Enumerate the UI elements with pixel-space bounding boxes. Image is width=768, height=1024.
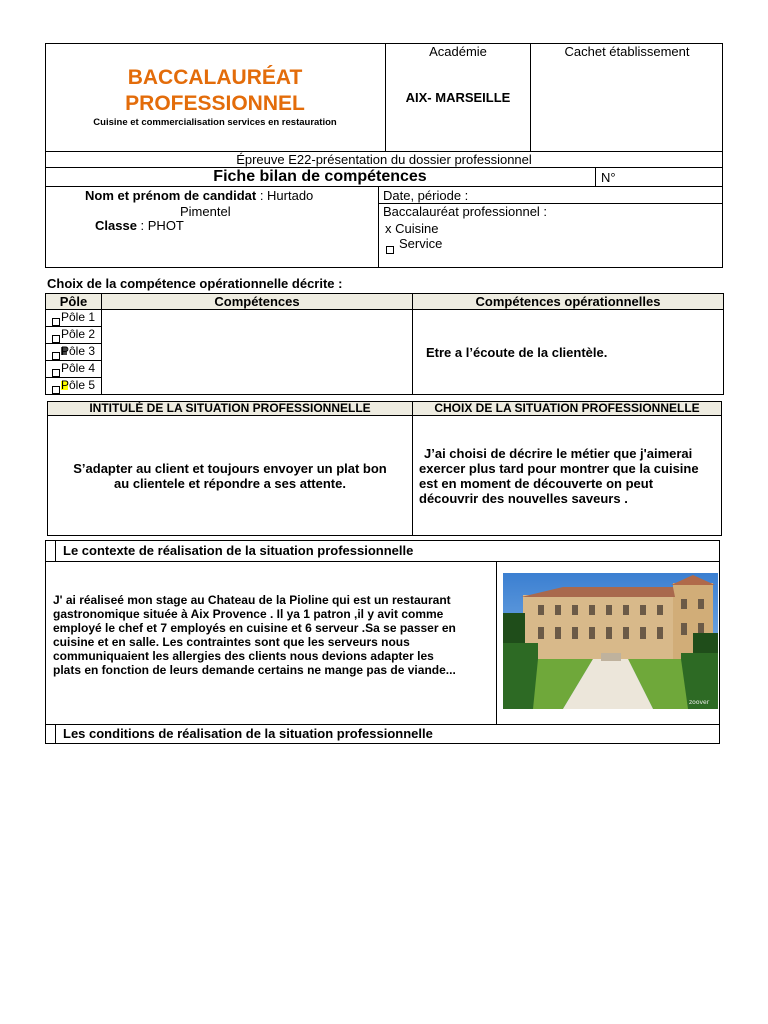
contexte-title: Le contexte de réalisation de la situation professionnelle	[63, 543, 414, 558]
option-cuisine-mark: x	[385, 221, 392, 236]
date-label: Date, période :	[383, 188, 469, 203]
contexte-line-6: plats en fonction de leurs demande certains ne mange pas de viande...	[53, 663, 456, 677]
choix-title: Choix de la compétence opérationnelle décrite :	[47, 276, 343, 291]
numero-label: N°	[601, 170, 616, 185]
intitule-header: INTITULÉ DE LA SITUATION PROFESSIONNELLE	[89, 401, 371, 415]
conditions-line	[45, 724, 720, 725]
cachet-label: Cachet établissement	[564, 44, 690, 59]
nom-label: Nom et prénom de candidat	[85, 188, 257, 203]
option-service-label: Service	[399, 236, 443, 251]
option-cuisine-label: Cuisine	[395, 221, 439, 236]
header-pole: Pôle	[59, 294, 88, 309]
choix-line-4: découvrir des nouvelles saveurs .	[419, 491, 628, 506]
situation-divider	[412, 401, 413, 536]
nom-value: : Hurtado	[256, 188, 314, 203]
contexte-line-3: employé le chef et 7 employés en cuisine et 6 serveur .Sa se passer en	[53, 621, 456, 635]
numero-divider	[595, 167, 596, 186]
pole4-label: Pôle 4	[61, 361, 96, 375]
nom-value-line2: Pimentel	[180, 204, 231, 219]
contexte-photo-divider	[496, 561, 497, 724]
candidate-divider	[378, 186, 379, 268]
candidate-name	[85, 188, 313, 203]
epreuve-label: Épreuve E22-présentation du dossier professionnel	[236, 152, 532, 167]
pole4-checkbox[interactable]	[52, 369, 60, 377]
chateau-photo	[503, 573, 718, 709]
photo-caption: zoover	[689, 699, 710, 706]
header-competences-op: Compétences opérationnelles	[475, 294, 661, 309]
bac-label: Baccalauréat professionnel :	[383, 204, 548, 219]
contexte-line-4: cuisine et en salle. Les contraintes sont que les serveurs nous	[53, 635, 410, 649]
header-row-line-3	[45, 186, 723, 187]
option-service-checkbox[interactable]	[386, 246, 394, 254]
classe-row	[95, 218, 184, 233]
pole5-checkbox[interactable]	[52, 386, 60, 394]
intitule-line-2: au clientele et répondre a ses attente.	[114, 476, 346, 491]
choix-line-3: est en moment de découverte on peut	[419, 476, 654, 491]
pole5-label: Pôle 5	[61, 378, 96, 392]
contexte-left-bar	[55, 540, 56, 561]
header-competences: Compétences	[214, 294, 300, 309]
competence-op-value: Etre a l’écoute de la clientèle.	[426, 345, 608, 360]
pole3-label: Pôle 3	[61, 344, 96, 358]
header-divider-2	[530, 43, 531, 151]
classe-label: Classe	[95, 218, 137, 233]
chateau-illustration	[503, 573, 718, 709]
academie-label: Académie	[429, 44, 487, 59]
title-line2: PROFESSIONNEL	[125, 92, 305, 115]
title-line1: BACCALAURÉAT	[127, 66, 303, 89]
intitule-line-1: S’adapter au client et toujours envoyer un plat bon	[73, 461, 387, 476]
contexte-line-1: J' ai réaliseé mon stage au Chateau de la Pioline qui est un restaurant	[53, 593, 451, 607]
pole1-label: Pôle 1	[61, 310, 96, 324]
choix-line-1: J’ai choisi de décrire le métier que j'aimerai	[424, 446, 693, 461]
choix-line-2: exercer plus tard pour montrer que la cuisine	[419, 461, 699, 476]
competence-header-line	[45, 309, 724, 310]
conditions-title: Les conditions de réalisation de la situation professionnelle	[63, 726, 433, 741]
pole1-checkbox[interactable]	[52, 318, 60, 326]
classe-value: : PHOT	[136, 218, 184, 233]
subtitle: Cuisine et commercialisation services en restauration	[93, 117, 337, 128]
pole3-checkbox[interactable]	[52, 352, 60, 360]
pole2-checkbox[interactable]	[52, 335, 60, 343]
pole2-label: Pôle 2	[61, 327, 96, 341]
contexte-title-line	[45, 561, 720, 562]
academie-value: AIX- MARSEILLE	[405, 90, 511, 105]
option-cuisine[interactable]	[385, 221, 438, 236]
situation-header-line	[47, 415, 722, 416]
contexte-line-5: communiquaient les allergies des clients nous devions adapter les	[53, 649, 434, 663]
contexte-line-2: gastronomique située à Aix Provence . Il ya 1 patron ,il y avit comme	[53, 607, 444, 621]
choix-header: CHOIX DE LA SITUATION PROFESSIONNELLE	[434, 401, 700, 415]
conditions-left-bar	[55, 724, 56, 744]
fiche-title: Fiche bilan de compétences	[213, 168, 427, 185]
